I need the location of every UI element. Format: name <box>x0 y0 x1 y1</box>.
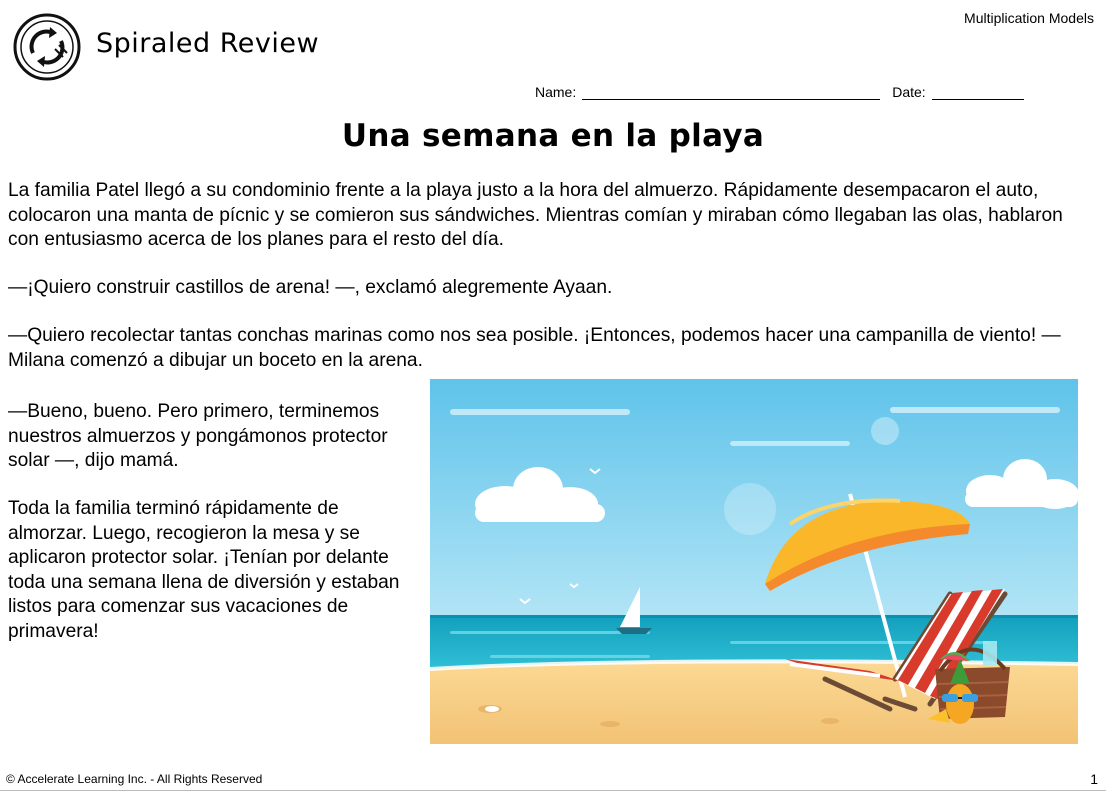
date-label: Date: <box>892 84 926 100</box>
story-paragraph-3: —Quiero recolectar tantas conchas marinas como nos sea posible. ¡Entonces, podemos hacer una campanilla de viento! — Milana comenzó a dibujar un boceto en la arena. <box>8 325 1061 371</box>
story-paragraph-5: Toda la familia terminó rápidamente de almorzar. Luego, recogieron la mesa y se aplicaron protector solar. ¡Tenían por delante toda una semana llena de diversión y estaban listos para comenzar sus vacaciones de primavera! <box>8 498 400 642</box>
footer-divider <box>0 790 1106 791</box>
beach-scene-illustration <box>430 379 1078 744</box>
copyright-text: © Accelerate Learning Inc. - All Rights Reserved <box>6 772 263 786</box>
brand-title: Spiraled Review <box>96 28 320 59</box>
page-title: Una semana en la playa <box>341 118 765 154</box>
story-paragraph-2: —¡Quiero construir castillos de arena! —, exclamó alegremente Ayaan. <box>8 277 613 298</box>
name-label: Name: <box>535 84 577 100</box>
spiral-arrows-icon <box>13 13 81 81</box>
subject-label: Multiplication Models <box>964 10 1094 26</box>
story-paragraph-4: —Bueno, bueno. Pero primero, terminemos nuestros almuerzos y pongámonos protector solar —, dijo mamá. <box>8 401 388 471</box>
story-paragraph-1: La familia Patel llegó a su condominio frente a la playa justo a la hora del almuerzo. Rápidamente desempacaron el auto, colocaron una manta de pícnic y se comieron sus sándwiches. Mientras comían y miraban cómo llegaban las olas, hablaron con entusiasmo acerca de los planes para el resto del día. <box>8 180 1063 250</box>
page-number: 1 <box>1090 771 1098 787</box>
date-field[interactable] <box>932 85 1024 100</box>
name-date-row <box>535 84 1024 100</box>
name-field[interactable] <box>582 85 880 100</box>
